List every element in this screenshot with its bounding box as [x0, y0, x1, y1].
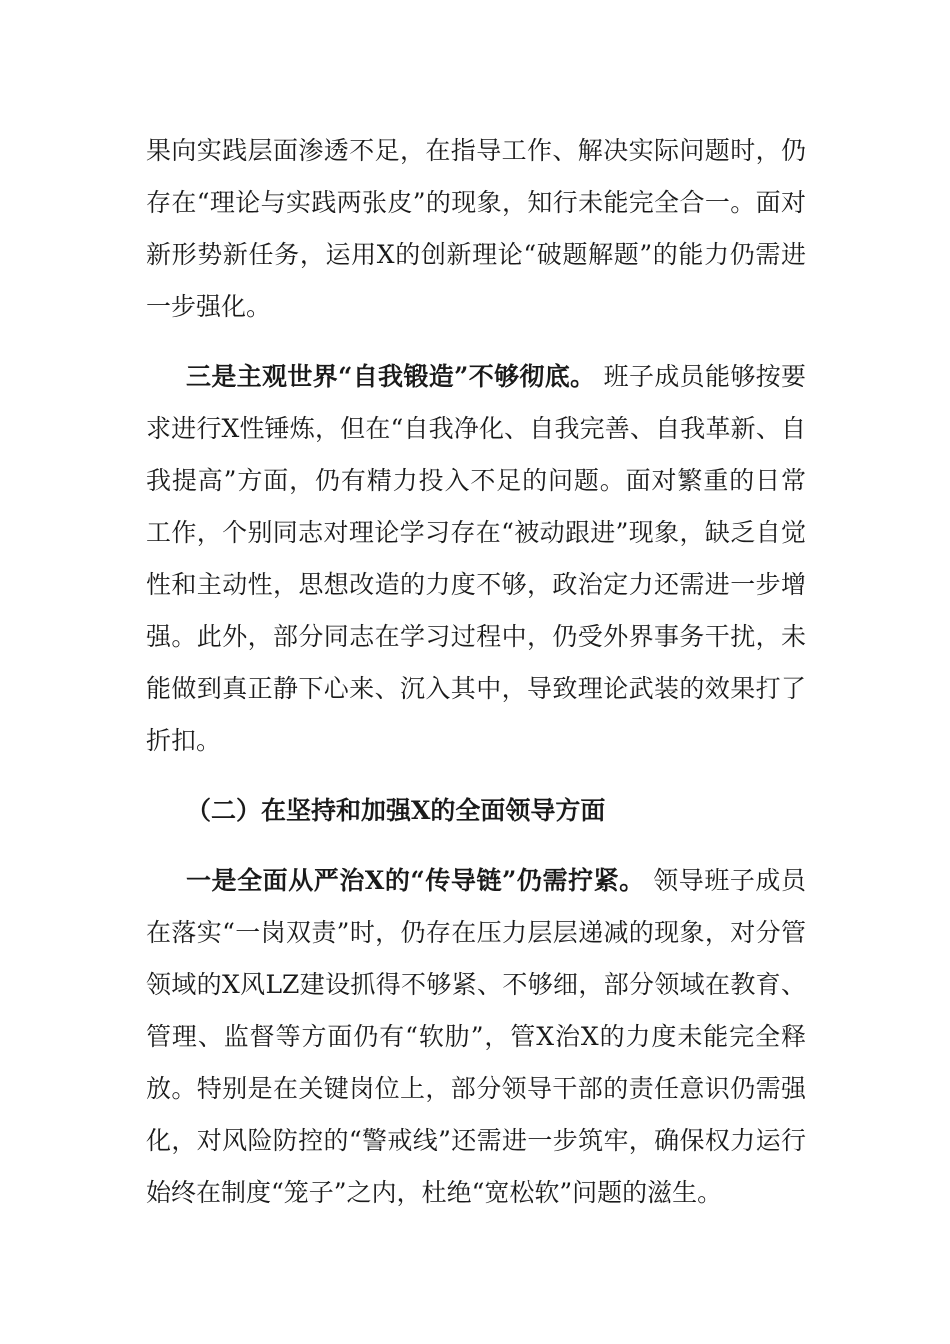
paragraph-transmission-chain — [146, 855, 806, 1219]
paragraph-text: 班子成员能够按要求进行X性锤炼，但在“自我净化、自我完善、自我革新、自我提高”方面，仍有精力投入不足的问题。面对繁重的日常工作，个别同志对理论学习存在“被动跟进”现象，缺乏自觉性和主动性，思想改造的力度不够，政治定力还需进一步增强。此外，部分同志在学习过程中，仍受外界事务干扰，未能做到真正静下心来、沉入其中，导致理论武装的效果打了折扣。 — [146, 362, 807, 755]
section-heading — [146, 785, 806, 837]
paragraph-text: 领导班子成员在落实“一岗双责”时，仍存在压力层层递减的现象，对分管领域的X风LZ建设抓得不够紧、不够细，部分领域在教育、管理、监督等方面仍有“软肋”，管X治X的力度未能完全释放。特别是在关键岗位上，部分领导干部的责任意识仍需强化，对风险防控的“警戒线”还需进一步筑牢，确保权力运行始终在制度“笼子”之内，杜绝“宽松软”问题的滋生。 — [146, 866, 806, 1207]
paragraph-lead: 一是全面从严治X的“传导链”仍需拧紧。 — [186, 866, 645, 895]
section-heading-text: （二）在坚持和加强X的全面领导方面 — [186, 796, 606, 825]
document-body — [146, 125, 806, 1219]
paragraph-continuation — [146, 125, 806, 333]
paragraph-text: 果向实践层面渗透不足，在指导工作、解决实际问题时，仍存在“理论与实践两张皮”的现象，知行未能完全合一。面对新形势新任务，运用X的创新理论“破题解题”的能力仍需进一步强化。 — [146, 136, 806, 321]
paragraph-subjective-world — [146, 351, 806, 767]
paragraph-lead: 三是主观世界“自我锻造”不够彻底。 — [186, 362, 596, 391]
